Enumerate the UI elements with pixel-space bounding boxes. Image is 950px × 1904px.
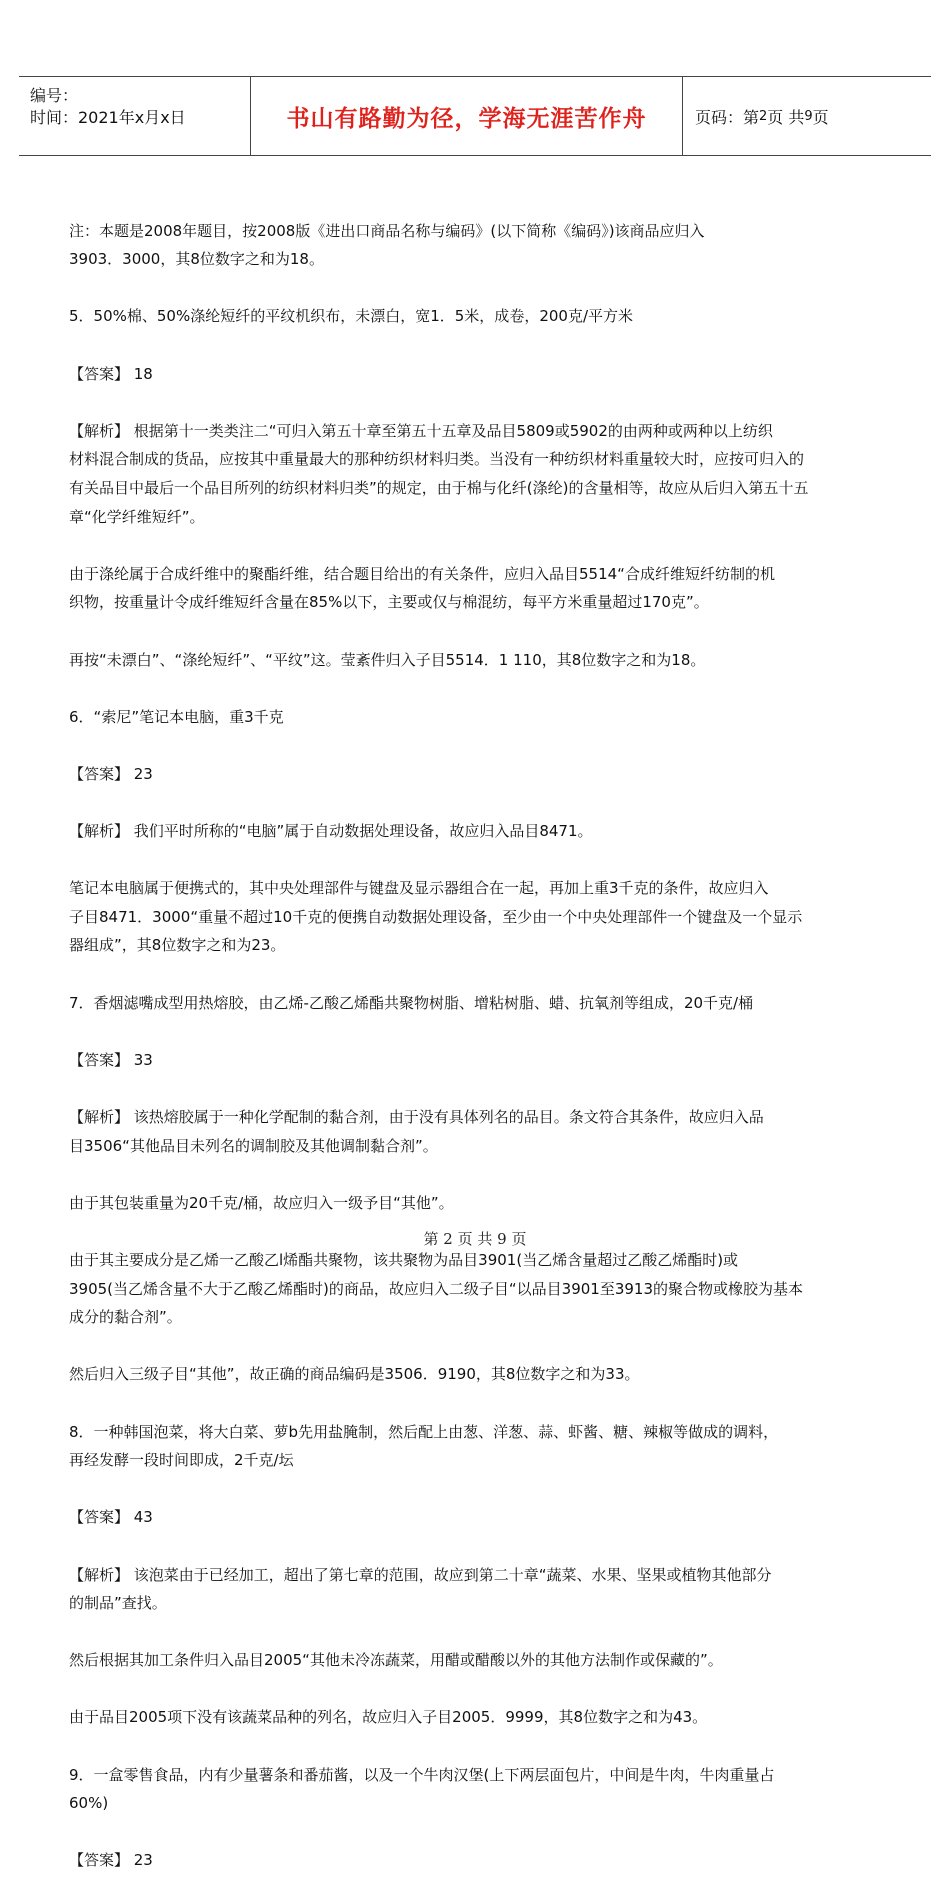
paragraph: 由于涤纶属于合成纤维中的聚酯纤维，结合题目给出的有关条件，应归入品目5514“合成纤维短纤纺制的机 织物，按重量计令成纤维短纤含量在85%以下，主要或仅与棉混纺，每平方米重量超过170克”。	[69, 564, 775, 612]
paragraph: 【解析】 我们平时所称的“电脑”属于自动数据处理设备，故应归入品目8471。	[69, 822, 593, 841]
paragraph: 【解析】 根据第十一类类注二“可归入第五十章至第五十五章及品目5809或5902的由两种或两种以上纺织 材料混合制成的货品，应按其中重量最大的那种纺织材料归类。当没有一种纺织材料重量较大时，应按可归入的 有关品目中最后一个品目所列的纺织材料归类”的规定，由于棉与化纤(涤纶)的含量相等，故应从后归入第五十五 章“化学纤维短纤”。	[69, 421, 809, 526]
paragraph: 由于其主要成分是乙烯一乙酸乙l烯酯共聚物，该共聚物为品目3901(当乙烯含量超过乙酸乙烯酯时)或 3905(当乙烯含量不大于乙酸乙烯酯时)的商品，故应归入二级子目“以品目3901至3913的聚合物或橡胶为基本 成分的黏合剂”。	[69, 1250, 804, 1327]
paragraph: 笔记本电脑属于便携式的，其中央处理部件与键盘及显示器组合在一起，再加上重3千克的条件，故应归入 子目8471．3000“重量不超过10千克的便携自动数据处理设备，至少由一个中央处理部件一个键盘及一个显示 器组成”，其8位数字之和为23。	[69, 879, 803, 955]
paragraph: 由于品目2005项下没有该蔬菜品种的列名，故应归入子目2005．9999，其8位数字之和为43。	[69, 1708, 708, 1727]
paragraph: 注：本题是2008年题目，按2008版《进出口商品名称与编码》(以下简称《编码》)该商品应归入 3903．3000，其8位数字之和为18。	[69, 221, 705, 269]
paragraph: 【解析】 该热熔胶属于一种化学配制的黏合剂，由于没有具体列名的品目。条文符合其条件，故应归入品 目3506“其他品目未列名的调制胶及其他调制黏合剂”。	[69, 1108, 764, 1155]
paragraph: 【答案】 43	[69, 1508, 153, 1527]
paragraph: 【答案】 33	[69, 1050, 153, 1069]
paragraph: 6．“索尼”笔记本电脑，重3千克	[69, 707, 284, 726]
paragraph: 8．一种韩国泡菜，将大白菜、萝b先用盐腌制，然后配上由葱、洋葱、蒜、虾酱、糖、辣椒等做成的调料， 再经发酵一段时间即成，2千克/坛	[69, 1422, 779, 1470]
motto-text: 书山有路勤为径，学海无涯苦作舟	[286, 104, 647, 132]
paragraph: 【答案】 23	[69, 764, 153, 783]
paragraph: 5．50%棉、50%涤纶短纤的平纹机织布，未漂白，宽1．5米，成卷，200克/平方米	[69, 307, 633, 326]
page-prefix: 页码：第	[695, 107, 760, 127]
page-footer: 第 2 页 共 9 页	[423, 1230, 527, 1248]
page-suffix: 页	[812, 107, 829, 127]
page-header	[19, 76, 931, 156]
header-meta	[19, 77, 251, 155]
time-label: 时间：2021年x月x日	[30, 108, 186, 127]
page-total: 9	[804, 108, 813, 124]
page-number: 2	[759, 108, 768, 124]
page-mid: 页 共	[767, 107, 805, 127]
paragraph: 然后根据其加工条件归入品目2005“其他未冷冻蔬菜，用醋或醋酸以外的其他方法制作或保藏的”。	[69, 1651, 723, 1670]
paragraph: 7．香烟滤嘴成型用热熔胶，由乙烯-乙酸乙烯酯共聚物树脂、增粘树脂、蜡、抗氧剂等组成，20千克/桶	[69, 993, 754, 1012]
paragraph: 【解析】 该泡菜由于已经加工，超出了第七章的范围，故应到第二十章“蔬菜、水果、坚果或植物其他部分 的制品”查找。	[69, 1565, 772, 1613]
number-label: 编号：	[30, 86, 79, 105]
paragraph: 9．一盒零售食品，内有少量薯条和番茄酱，以及一个牛肉汉堡(上下两层面包片，中间是牛肉，牛肉重量占 60%)	[69, 1765, 775, 1813]
paragraph: 【答案】 23	[69, 1851, 153, 1870]
paragraph: 再按“未漂白”、“涤纶短纤”、“平纹”这。莹紊件归入子目5514．1 110，其8位数字之和为18。	[69, 650, 706, 669]
header-page-info	[683, 77, 931, 155]
paragraph: 【答案】 18	[69, 364, 153, 383]
paragraph: 由于其包装重量为20千克/桶，故应归入一级予目“其他”。	[69, 1193, 454, 1212]
header-motto	[251, 77, 683, 155]
document-body	[69, 188, 881, 1904]
paragraph: 然后归入三级子目“其他”，故正确的商品编码是3506．9190，其8位数字之和为33。	[69, 1365, 640, 1384]
